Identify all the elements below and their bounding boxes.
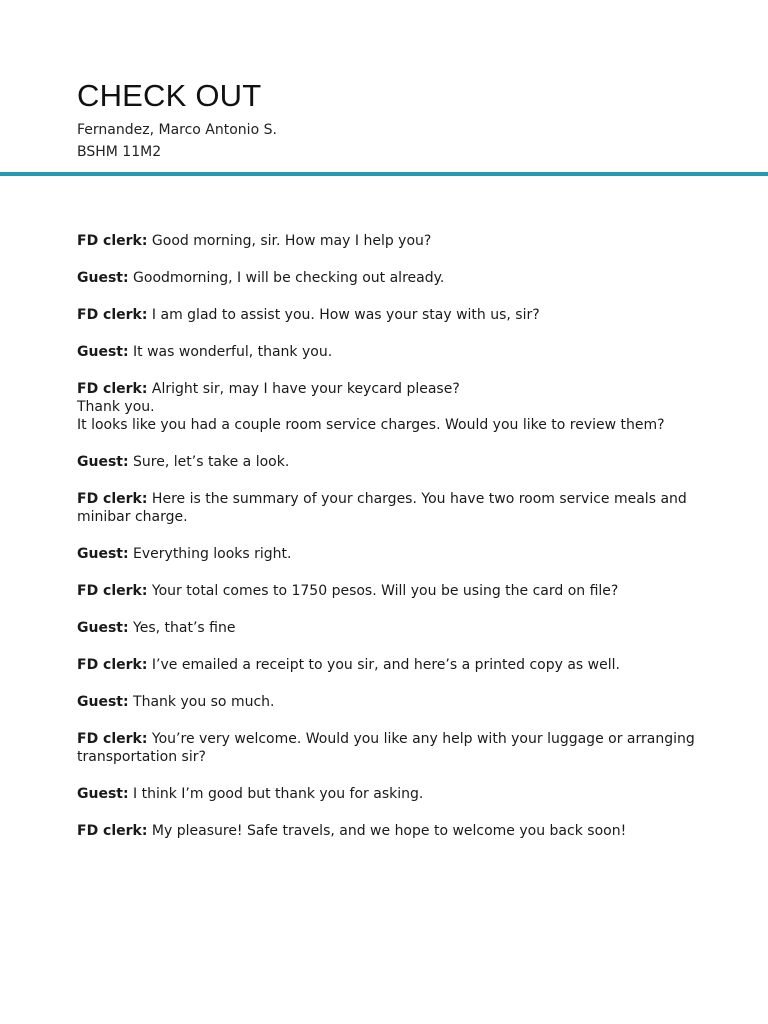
speaker-label: Guest: (77, 786, 129, 802)
dialogue-line (77, 453, 707, 471)
dialogue-line (77, 343, 707, 361)
dialogue-line (77, 582, 707, 600)
dialogue-turn (77, 693, 707, 711)
dialogue-line (77, 232, 707, 250)
dialogue-text: Goodmorning, I will be checking out already. (133, 270, 445, 286)
dialogue-script (77, 232, 707, 859)
dialogue-turn (77, 306, 707, 324)
dialogue-turn (77, 545, 707, 563)
dialogue-line (77, 785, 707, 803)
document-header (77, 78, 697, 163)
speaker-label: Guest: (77, 454, 129, 470)
document-title: CHECK OUT (77, 78, 262, 113)
header-divider (0, 172, 768, 176)
dialogue-turn (77, 380, 707, 434)
dialogue-line (77, 730, 707, 766)
speaker-label: FD clerk: (77, 731, 148, 747)
dialogue-text: Your total comes to 1750 pesos. Will you be using the card on file? (151, 583, 619, 599)
speaker-label: Guest: (77, 694, 129, 710)
dialogue-turn (77, 730, 707, 766)
dialogue-text: I am glad to assist you. How was your stay with us, sir? (151, 307, 540, 323)
dialogue-text: Alright sir, may I have your keycard please? (151, 381, 460, 397)
dialogue-turn (77, 656, 707, 674)
speaker-label: FD clerk: (77, 307, 148, 323)
dialogue-turn (77, 269, 707, 287)
class-section: BSHM 11M2 (77, 144, 162, 160)
speaker-label: Guest: (77, 270, 129, 286)
dialogue-text: I’ve emailed a receipt to you sir, and here’s a printed copy as well. (151, 657, 620, 673)
dialogue-line (77, 490, 707, 526)
speaker-label: Guest: (77, 344, 129, 360)
dialogue-line (77, 398, 707, 416)
dialogue-line (77, 545, 707, 563)
dialogue-line (77, 619, 707, 637)
dialogue-turn (77, 232, 707, 250)
dialogue-line (77, 693, 707, 711)
dialogue-turn (77, 582, 707, 600)
dialogue-text: You’re very welcome. Would you like any help with your luggage or arranging transportation sir? (77, 731, 695, 765)
speaker-label: FD clerk: (77, 491, 148, 507)
dialogue-text: Sure, let’s take a look. (133, 454, 290, 470)
speaker-label: FD clerk: (77, 381, 148, 397)
dialogue-line (77, 656, 707, 674)
speaker-label: FD clerk: (77, 823, 148, 839)
speaker-label: FD clerk: (77, 657, 148, 673)
dialogue-text: My pleasure! Safe travels, and we hope to welcome you back soon! (151, 823, 627, 839)
dialogue-line (77, 822, 707, 840)
dialogue-turn (77, 822, 707, 840)
speaker-label: Guest: (77, 546, 129, 562)
speaker-label: FD clerk: (77, 233, 148, 249)
author-name: Fernandez, Marco Antonio S. (77, 122, 277, 138)
dialogue-text: Yes, that’s fine (133, 620, 236, 636)
dialogue-turn (77, 619, 707, 637)
dialogue-text: Everything looks right. (133, 546, 292, 562)
dialogue-line (77, 306, 707, 324)
speaker-label: FD clerk: (77, 583, 148, 599)
dialogue-turn (77, 343, 707, 361)
dialogue-turn (77, 490, 707, 526)
dialogue-turn (77, 453, 707, 471)
dialogue-text: Thank you so much. (133, 694, 275, 710)
dialogue-text: It looks like you had a couple room service charges. Would you like to review them? (77, 417, 665, 433)
dialogue-line (77, 269, 707, 287)
dialogue-text: Thank you. (77, 399, 155, 415)
dialogue-text: It was wonderful, thank you. (133, 344, 333, 360)
dialogue-turn (77, 785, 707, 803)
dialogue-text: Here is the summary of your charges. You have two room service meals and minibar charge. (77, 491, 687, 525)
dialogue-line (77, 416, 707, 434)
speaker-label: Guest: (77, 620, 129, 636)
dialogue-text: I think I’m good but thank you for asking. (133, 786, 424, 802)
dialogue-line (77, 380, 707, 398)
dialogue-text: Good morning, sir. How may I help you? (151, 233, 432, 249)
